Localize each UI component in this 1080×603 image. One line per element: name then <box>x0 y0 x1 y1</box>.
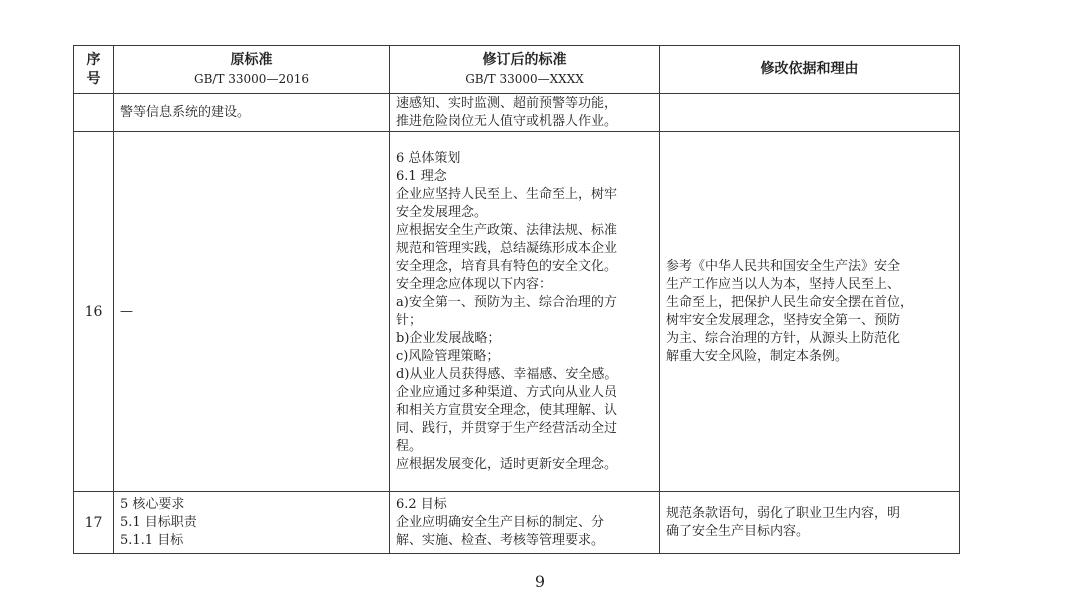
header-original-standard <box>114 46 390 94</box>
revised-text-line: b)企业发展战略； <box>396 330 501 346</box>
header-original-code: GB/T 33000—2016 <box>194 71 309 86</box>
revised-text-line: 企业应通过多种渠道、方式向从业人员 <box>396 384 618 400</box>
revised-text-line: 程。 <box>396 438 423 454</box>
revised-text-line: 解、实施、检查、考核等管理要求。 <box>396 532 605 548</box>
header-revised-standard <box>390 46 660 94</box>
reason-text-line: 规范条款语句，弱化了职业卫生内容，明 <box>666 505 901 521</box>
revised-text-line: 推进危险岗位无人值守或机器人作业。 <box>396 113 618 129</box>
revised-text-line: 速感知、实时监测、超前预警等功能， <box>396 95 618 111</box>
header-original-title: 原标准 <box>230 51 273 68</box>
reason-text-line: 树牢安全发展理念，坚持安全第一、预防 <box>666 312 901 328</box>
header-seq: 序号 <box>74 46 114 94</box>
revised-text-line: 规范和管理实践，总结凝练形成本企业 <box>396 240 618 256</box>
row-seq: 17 <box>74 492 114 554</box>
reason-text-line: 参考《中华人民共和国安全生产法》安全 <box>666 258 901 274</box>
revised-text-line: 安全发展理念。 <box>396 204 488 220</box>
revised-text-line: 应根据安全生产政策、法律法规、标准 <box>396 222 618 238</box>
table-row <box>74 132 960 492</box>
row-revised-cell <box>390 132 660 492</box>
row-revised-cell <box>390 94 660 132</box>
reason-text-line: 解重大安全风险，制定本条例。 <box>666 348 849 364</box>
revised-text-line: 6.1 理念 <box>396 168 447 184</box>
revised-text-line: 安全理念，培育具有特色的安全文化。 <box>396 258 618 274</box>
reason-text-line: 确了安全生产目标内容。 <box>666 523 810 539</box>
revised-text-line: 同、践行，并贯穿于生产经营活动全过 <box>396 420 618 436</box>
standard-revision-table <box>73 45 960 554</box>
header-reason: 修改依据和理由 <box>660 46 960 94</box>
original-text-line: 5.1 目标职责 <box>120 514 197 530</box>
revised-text-line: 针； <box>396 312 423 328</box>
row-original-cell <box>114 492 390 554</box>
reason-text-line: 生产工作应当以人为本，坚持人民至上、 <box>666 276 901 292</box>
row-original-cell <box>114 132 390 492</box>
page-number: 9 <box>534 572 546 591</box>
revised-text-line: 企业应坚持人民至上、生命至上，树牢 <box>396 186 618 202</box>
revised-text-line: a)安全第一、预防为主、综合治理的方 <box>396 294 617 310</box>
revised-text-line: 和相关方宣贯安全理念，使其理解、认 <box>396 402 618 418</box>
header-revised-title: 修订后的标准 <box>482 51 567 68</box>
original-text-line: 5 核心要求 <box>120 496 185 512</box>
revised-text-line: 企业应明确安全生产目标的制定、分 <box>396 514 605 530</box>
original-text-line: 警等信息系统的建设。 <box>120 104 251 120</box>
revised-text-line: 应根据发展变化，适时更新安全理念。 <box>396 456 618 472</box>
table-row <box>74 492 960 554</box>
revised-text-line: 6.2 目标 <box>396 496 447 512</box>
row-revised-cell <box>390 492 660 554</box>
reason-text-line: 为主、综合治理的方针，从源头上防范化 <box>666 330 901 346</box>
row-seq: 16 <box>74 132 114 492</box>
revised-text-line: c)风险管理策略； <box>396 348 500 364</box>
original-text-line: — <box>120 303 133 319</box>
row-reason-cell <box>660 94 960 132</box>
table-row <box>74 94 960 132</box>
reason-text-line: 生命至上，把保护人民生命安全摆在首位， <box>666 294 914 310</box>
table-header-row <box>74 46 960 94</box>
row-reason-cell <box>660 132 960 492</box>
row-reason-cell <box>660 492 960 554</box>
revised-text-line: 6 总体策划 <box>396 150 461 166</box>
revised-text-line: 安全理念应体现以下内容： <box>396 276 553 292</box>
header-revised-code: GB/T 33000—XXXX <box>465 71 584 86</box>
row-original-cell <box>114 94 390 132</box>
row-seq <box>74 94 114 132</box>
original-text-line: 5.1.1 目标 <box>120 532 184 548</box>
revised-text-line: d)从业人员获得感、幸福感、安全感。 <box>396 366 618 382</box>
